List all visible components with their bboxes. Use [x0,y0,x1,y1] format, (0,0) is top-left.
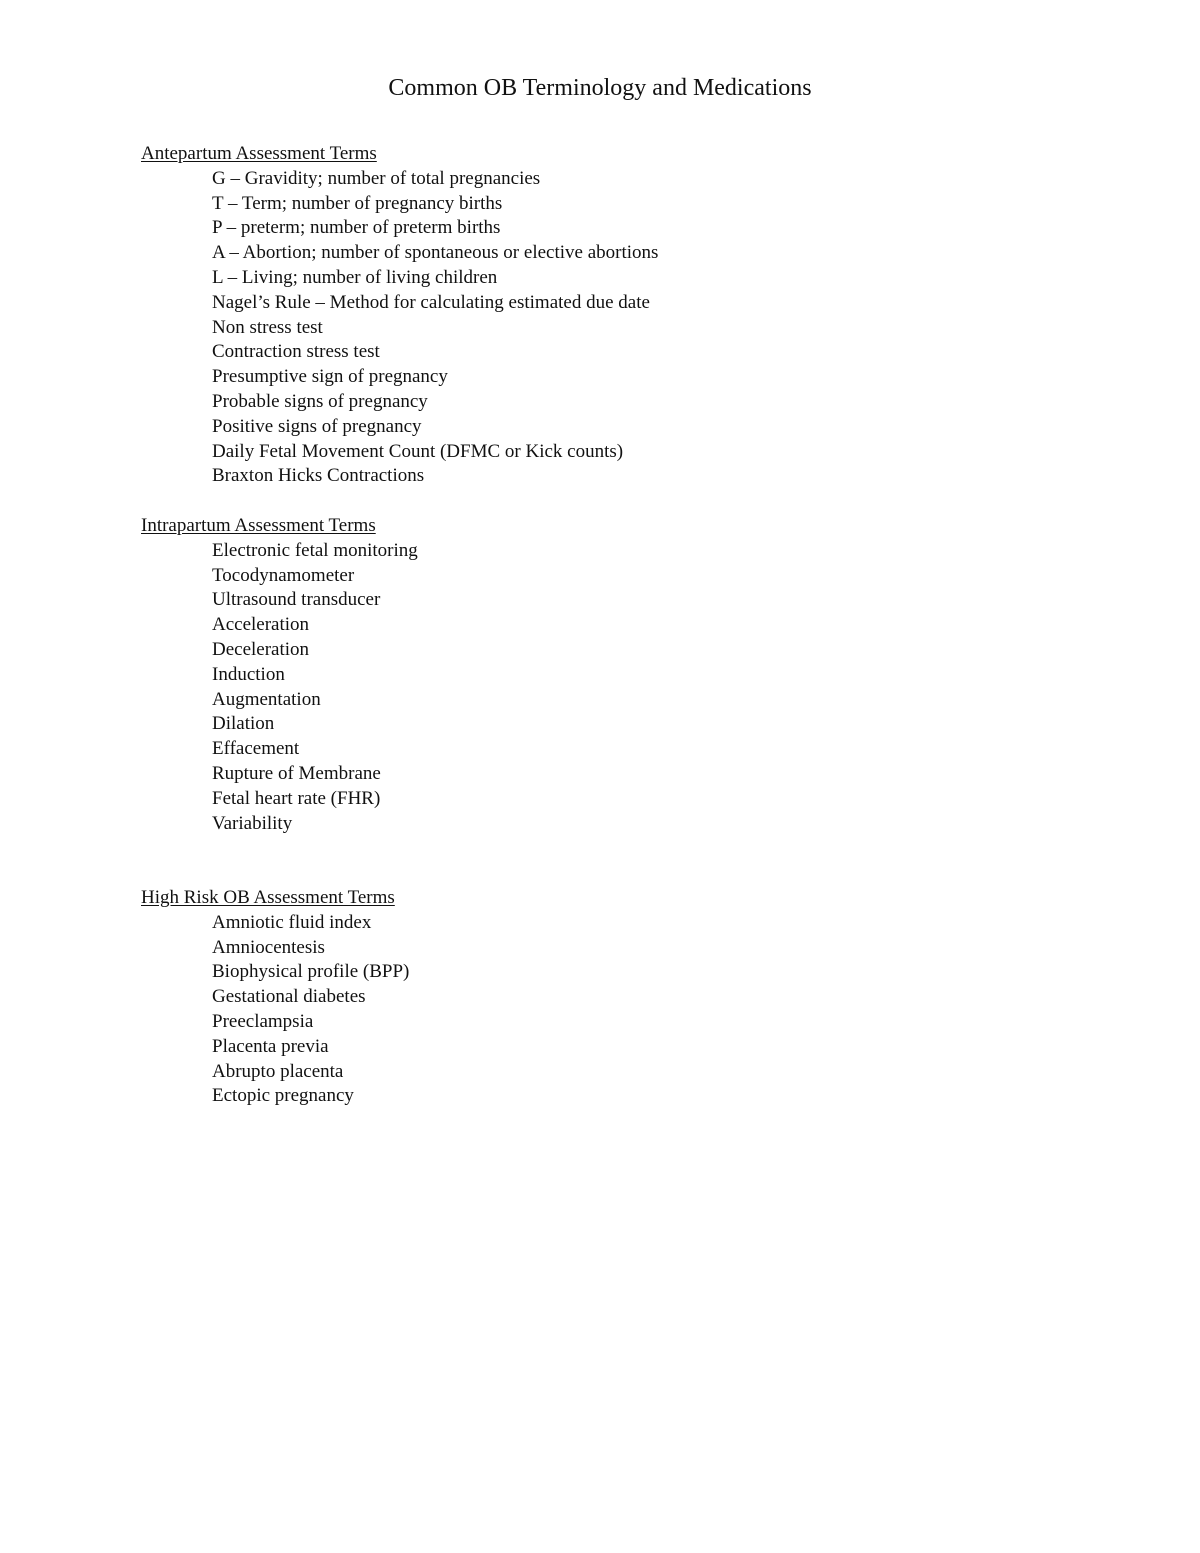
list-item: Ectopic pregnancy [212,1085,354,1107]
list-item: Positive signs of pregnancy [212,415,422,437]
term-list [141,167,1041,489]
list-item: Amniocentesis [212,936,325,958]
list-item: Presumptive sign of pregnancy [212,366,448,388]
list-item: Fetal heart rate (FHR) [212,787,381,809]
section-heading: High Risk OB Assessment Terms [141,887,395,908]
list-item: Preeclampsia [212,1010,314,1032]
section-heading: Antepartum Assessment Terms [141,143,377,164]
list-item: Nagel’s Rule – Method for calculating estimated due date [212,291,650,313]
section-intrapartum [141,514,1041,836]
list-item: Acceleration [212,614,310,636]
document-title: Common OB Terminology and Medications [388,75,812,101]
list-item: Ultrasound transducer [212,589,381,611]
list-item: Dilation [212,713,275,735]
list-item: Variability [212,812,293,834]
list-item: Contraction stress test [212,341,380,363]
term-list [141,911,1041,1109]
list-item: Probable signs of pregnancy [212,390,428,412]
list-item: Braxton Hicks Contractions [212,465,425,487]
list-item: L – Living; number of living children [212,266,498,288]
list-item: G – Gravidity; number of total pregnancies [212,167,541,189]
list-item: Placenta previa [212,1035,329,1057]
list-item: P – preterm; number of preterm births [212,217,501,239]
list-item: Amniotic fluid index [212,911,372,933]
list-item: Gestational diabetes [212,986,366,1008]
list-item: Non stress test [212,316,323,338]
section-heading: Intrapartum Assessment Terms [141,515,376,536]
list-item: Deceleration [212,638,310,660]
list-item: Effacement [212,738,300,760]
list-item: T – Term; number of pregnancy births [212,192,503,214]
section-high-risk [141,886,1041,1109]
section-antepartum [141,142,1041,489]
list-item: A – Abortion; number of spontaneous or elective abortions [212,242,659,264]
list-item: Biophysical profile (BPP) [212,961,410,983]
list-item: Electronic fetal monitoring [212,539,418,561]
list-item: Daily Fetal Movement Count (DFMC or Kick counts) [212,440,624,462]
list-item: Abrupto placenta [212,1060,344,1082]
term-list [141,539,1041,837]
list-item: Induction [212,663,285,685]
list-item: Augmentation [212,688,321,710]
list-item: Tocodynamometer [212,564,355,586]
list-item: Rupture of Membrane [212,762,381,784]
